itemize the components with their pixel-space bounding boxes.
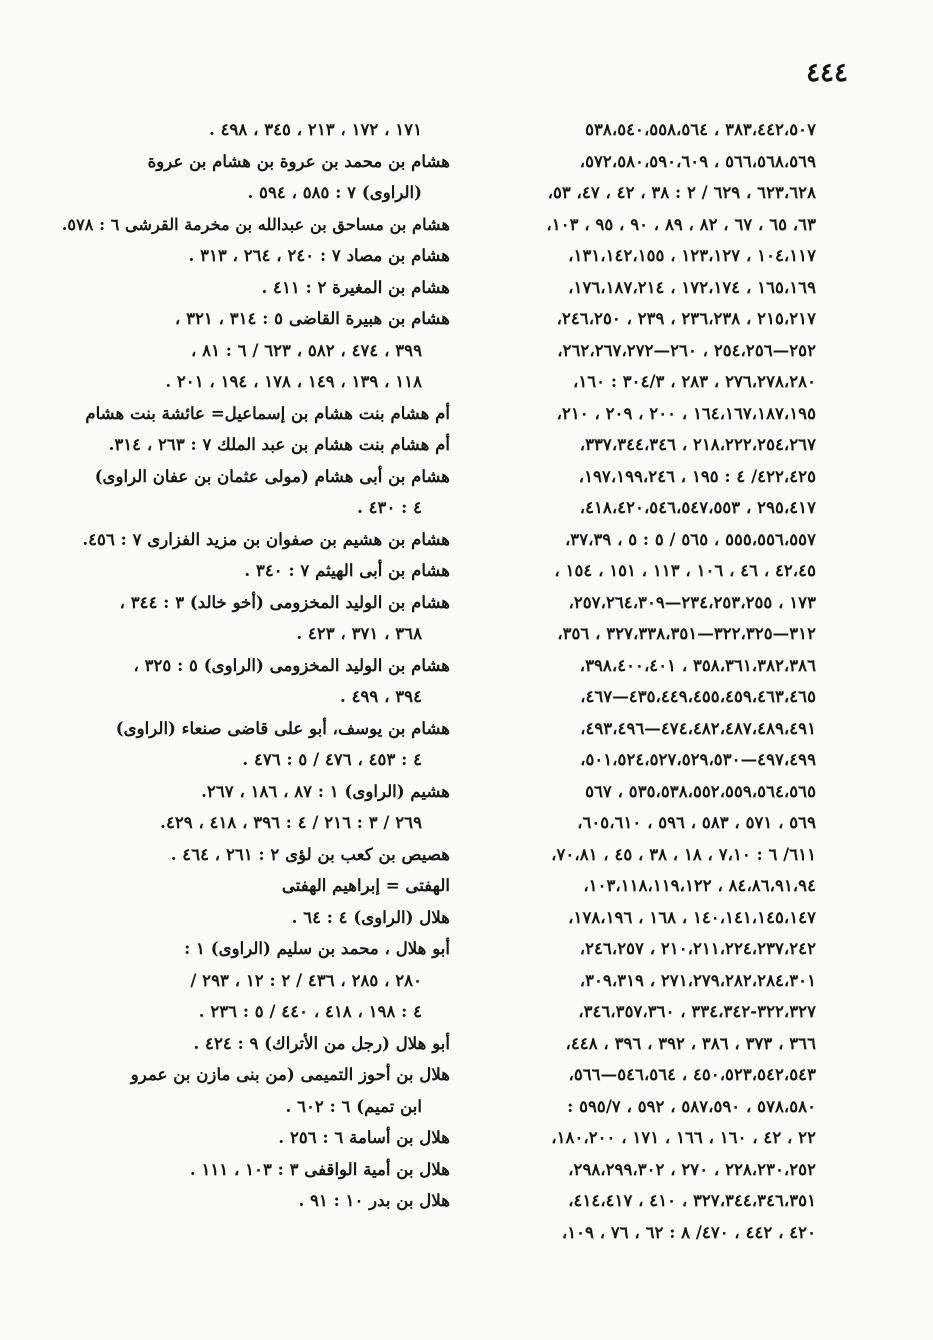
index-line: ٥٥٥،٥٥٦،٥٥٧ ، ٥٦٥ / ٥ : ٥ ، ٣٧،٣٩، xyxy=(564,528,816,549)
index-line: ٣٥٨،٣٦١،٣٨٢،٣٨٦ ، ٣٩٨،٤٠٠،٤٠١، xyxy=(579,654,816,675)
index-column-right xyxy=(462,114,834,1248)
index-entry: هلال بن بدر ١٠ : ٩١ . xyxy=(298,1190,450,1210)
index-line: ٢٢٨،٢٣٠،٢٥٢ ، ٢٧٠ ، ٢٩٨،٢٩٩،٣٠٢، xyxy=(568,1158,816,1179)
index-line: ٢١٨،٢٢٢،٢٥٤،٢٦٧ ، ٣٣٧،٣٤٤،٣٤٦، xyxy=(579,434,816,454)
index-line: ٢٥٢—٢٥٤،٢٥٦ ، ٢٦٠—٢٦٢،٢٦٧،٢٧٢، xyxy=(557,339,816,360)
index-entry: هشام بن مساحق بن عبدالله بن مخرمة القرشى ٦ : ٥٧٨. xyxy=(62,214,450,234)
index-line: ٤ : ٤٥٣ ، ٤٧٦ / ٥ : ٤٧٦ . xyxy=(242,749,422,769)
index-line: ٤٧٤،٤٨٢،٤٨٧،٤٨٩،٤٩١—٤٩٣،٤٩٦، xyxy=(580,717,816,738)
index-line: ٤٢٠ ، ٤٤٢ ، ٤٧٠/ ٨ : ٦٢ ، ٧٦ ، ١٠٩، xyxy=(561,1221,816,1242)
index-entry: هلال بن أسامة ٦ : ٢٥٦ . xyxy=(278,1127,450,1147)
index-line: ٤٩٧،٤٩٩—٥٠١،٥٢٤،٥٢٧،٥٢٩،٥٣٠، xyxy=(580,749,816,769)
index-line: ٢٧٦،٢٧٨،٢٨٠ ، ٢٨٣ ، ٣٠٤/٣ : ١٦٠، xyxy=(572,371,816,391)
index-line: ٣٩٤ ، ٤٩٩ . xyxy=(340,686,422,706)
index-entry: هشام بن يوسف، أبو على قاضى صنعاء (الراوى) xyxy=(115,717,450,738)
index-line: ٢٨٠ ، ٢٨٥ ، ٤٣٦ / ٢ : ١٢ ، ٢٩٣ / xyxy=(190,969,422,990)
index-line: ١٧١ ، ١٧٢ ، ٢١٣ ، ٣٤٥ ، ٤٩٨ . xyxy=(209,119,422,139)
index-line: ٣٨٣،٤٤٢،٥٠٧ ، ٥٣٨،٥٤٠،٥٥٨،٥٦٤ xyxy=(585,119,816,139)
index-line: ٤٢٢،٤٢٥/ ٤ : ١٩٥ ، ١٩٧،١٩٩،٢٤٦، xyxy=(578,465,816,486)
index-line: ٢٧١،٢٧٩،٢٨٢،٢٨٤،٣٠١ ، ٣٠٩،٣١٩، xyxy=(579,969,816,990)
index-line: ٣٢٢،٣٢٧-٣٣٤،٣٤٢ ، ٣٤٦،٣٥٧،٣٦٠، xyxy=(578,1001,816,1021)
index-entry: هشام بن هشيم بن صفوان بن مزيد الفزارى ٧ : ٤٥٦. xyxy=(82,528,450,549)
index-line: ٤٢،٤٥ ، ٤٦ ، ١٠٦ ، ١١٣ ، ١٥١ ، ١٥٤ ، xyxy=(554,560,816,580)
index-line: ٣٦٦ ، ٣٧٣ ، ٣٨٦ ، ٣٩٢ ، ٣٩٦ ، ٤٤٨، xyxy=(565,1032,816,1053)
index-entry: هشام بن هبيرة القاضى ٥ : ٣١٤ ، ٣٢١ ، xyxy=(174,308,450,328)
index-entry: هصيص بن كعب بن لؤى ٢ : ٢٦١ ، ٤٦٤ . xyxy=(170,843,450,864)
index-entry: هلال بن أمية الواقفى ٣ : ١٠٣ ، ١١١ . xyxy=(189,1158,450,1179)
index-line: ٣٢٧،٣٤٤،٣٤٦،٣٥١ ، ٤١٠ ، ٤١٤،٤١٧، xyxy=(568,1190,816,1210)
index-line: ٢١٥،٢١٧ ، ٢٣٦،٢٣٨ ، ٢٣٩ ، ٢٤٦،٢٥٠، xyxy=(556,308,816,328)
index-entry: أبو هلال (رجل من الأتراك) ٩ : ٤٢٤ . xyxy=(193,1032,450,1053)
index-line: ٢١٠،٢١١،٢٢٤،٢٣٧،٢٤٢ ، ٢٤٦،٢٥٧، xyxy=(579,938,816,958)
index-line: ١٦٤،١٦٧،١٨٧،١٩٥ ، ٢٠٠ ، ٢٠٩ ، ٢١٠، xyxy=(556,402,816,423)
index-entry: هشام بن أبى الهيثم ٧ : ٣٤٠ . xyxy=(244,560,450,580)
index-line: ٣١٢—٣٢٢،٣٢٥—٣٢٧،٣٣٨،٣٥١ ، ٣٥٦، xyxy=(557,623,816,643)
index-line: ٢٦٩ / ٣ : ٢١٦ / ٤ : ٣٩٦ ، ٤١٨ ، ٤٢٩. xyxy=(160,812,422,832)
index-line: ١٠٤،١١٧ ، ١٢٣،١٢٧ ، ١٣١،١٤٢،١٥٥، xyxy=(568,245,816,265)
index-line: ٦٣، ٦٥ ، ٦٧ ، ٨٢ ، ٨٩ ، ٩٠ ، ٩٥ ، ١٠٣، xyxy=(546,213,816,234)
index-line: (الراوى) ٧ : ٥٨٥ ، ٥٩٤ . xyxy=(247,182,422,202)
index-entry: هشام بن محمد بن عروة بن هشام بن عروة xyxy=(147,150,450,171)
index-entry: هشام بن الوليد المخزومى (أخو خالد) ٣ : ٣٤٤ ، xyxy=(119,591,450,612)
index-line: ٤٥٠،٥٢٣،٥٤٢،٥٤٣ ، ٥٤٦،٥٦٤—٥٦٦، xyxy=(568,1064,816,1084)
index-line: ١٦٥،١٦٩ ، ١٧٢،١٧٤ ، ١٧٦،١٨٧،٢١٤، xyxy=(568,276,816,297)
index-entry: هشام بن المغيرة ٢ : ٤١١ . xyxy=(261,276,450,297)
index-entry: أم هشام بنت هشام بن إسماعيل= عائشة بنت هشام xyxy=(85,402,450,423)
index-entry: هشام بن مصاد ٧ : ٢٤٠ ، ٢٦٤ ، ٣١٣ . xyxy=(188,245,450,265)
index-line: ٤ : ٤٣٠ . xyxy=(357,497,422,517)
index-line: ابن تميم) ٦ : ٦٠٢ . xyxy=(285,1095,422,1116)
index-line: ٤ : ١٩٨ ، ٤١٨ ، ٤٤٠ / ٥ : ٢٣٦ . xyxy=(198,1001,422,1021)
index-line: ٨٤،٨٦،٩١،٩٤ ، ١٠٣،١١٨،١١٩،١٢٢، xyxy=(583,875,816,895)
index-entry: هلال (الراوى) ٤ : ٦٤ . xyxy=(291,906,450,927)
index-line: ٥٦٦،٥٦٨،٥٦٩ ، ٥٧٢،٥٨٠،٥٩٠،٦٠٩، xyxy=(579,150,816,171)
index-line: ٦٢٣،٦٢٨ ، ٦٢٩ / ٢ : ٣٨ ، ٤٢ ، ٤٧، ٥٣، xyxy=(547,182,816,202)
index-line: ١٤٠،١٤١،١٤٥،١٤٧ ، ١٦٨ ، ١٧٨،١٩٦، xyxy=(568,906,816,927)
index-entry: أبو هلال ، محمد بن سليم (الراوى) ١ : xyxy=(184,938,450,958)
index-line: ٢٢ ، ٤٢ ، ١٦٠ ، ١٦٦ ، ١٧١ ، ١٨٠،٢٠٠، xyxy=(551,1127,816,1147)
index-line: ٢٩٥،٤١٧ ، ٤١٨،٤٢٠،٥٤٦،٥٤٧،٥٥٣، xyxy=(579,497,816,517)
index-line: ٦١١/ ٦ : ٧،١٠ ، ١٨ ، ٣٨ ، ٤٥ ، ٧٠،٨١، xyxy=(551,843,816,864)
index-line: ٤٣٥،٤٤٩،٤٥٥،٤٥٩،٤٦٣،٤٦٥—٤٦٧، xyxy=(580,686,816,706)
index-line: ٥٣٥،٥٣٨،٥٥٢،٥٥٩،٥٦٤،٥٦٥ ، ٥٦٧ xyxy=(585,780,816,801)
page-number: ٤٤٤ xyxy=(806,58,848,88)
index-line: ١١٨ ، ١٣٩ ، ١٤٩ ، ١٧٨ ، ١٩٤ ، ٢٠١ . xyxy=(165,371,422,391)
index-entry: الهفتى = إبراهيم الهفتى xyxy=(281,875,450,895)
index-entry: هشيم (الراوى) ١ : ٨٧ ، ١٨٦ ، ٢٦٧. xyxy=(201,780,450,801)
index-column-left xyxy=(62,114,450,1217)
index-entry: هشام بن الوليد المخزومى (الراوى) ٥ : ٣٢٥ ، xyxy=(133,654,450,675)
index-line: ٣٦٨ ، ٣٧١ ، ٤٢٣ . xyxy=(296,623,422,643)
index-line: ٣٩٩ ، ٤٧٤ ، ٥٨٢ ، ٦٢٣ / ٦ : ٨١ ، xyxy=(191,339,422,360)
index-entry: هلال بن أحوز التميمى (من بنى مازن بن عمرو xyxy=(130,1064,450,1084)
index-line: ٥٧٨،٥٨٠ ، ٥٨٧،٥٩٠ ، ٥٩٢ ، ٥٩٥/٧ : xyxy=(567,1095,816,1116)
index-line: ١٧٣ ، ٢٣٤،٢٥٣،٢٥٥—٢٥٧،٢٦٤،٣٠٩، xyxy=(568,591,816,612)
index-entry: أم هشام بنت هشام بن عبد الملك ٧ : ٢٦٣ ، ٣١٤. xyxy=(108,434,450,454)
index-entry: هشام بن أبى هشام (مولى عثمان بن عفان الراوى) xyxy=(94,465,450,486)
index-line: ٥٦٩ ، ٥٧١ ، ٥٨٣ ، ٥٩٦ ، ٦٠٥،٦١٠، xyxy=(577,812,816,832)
